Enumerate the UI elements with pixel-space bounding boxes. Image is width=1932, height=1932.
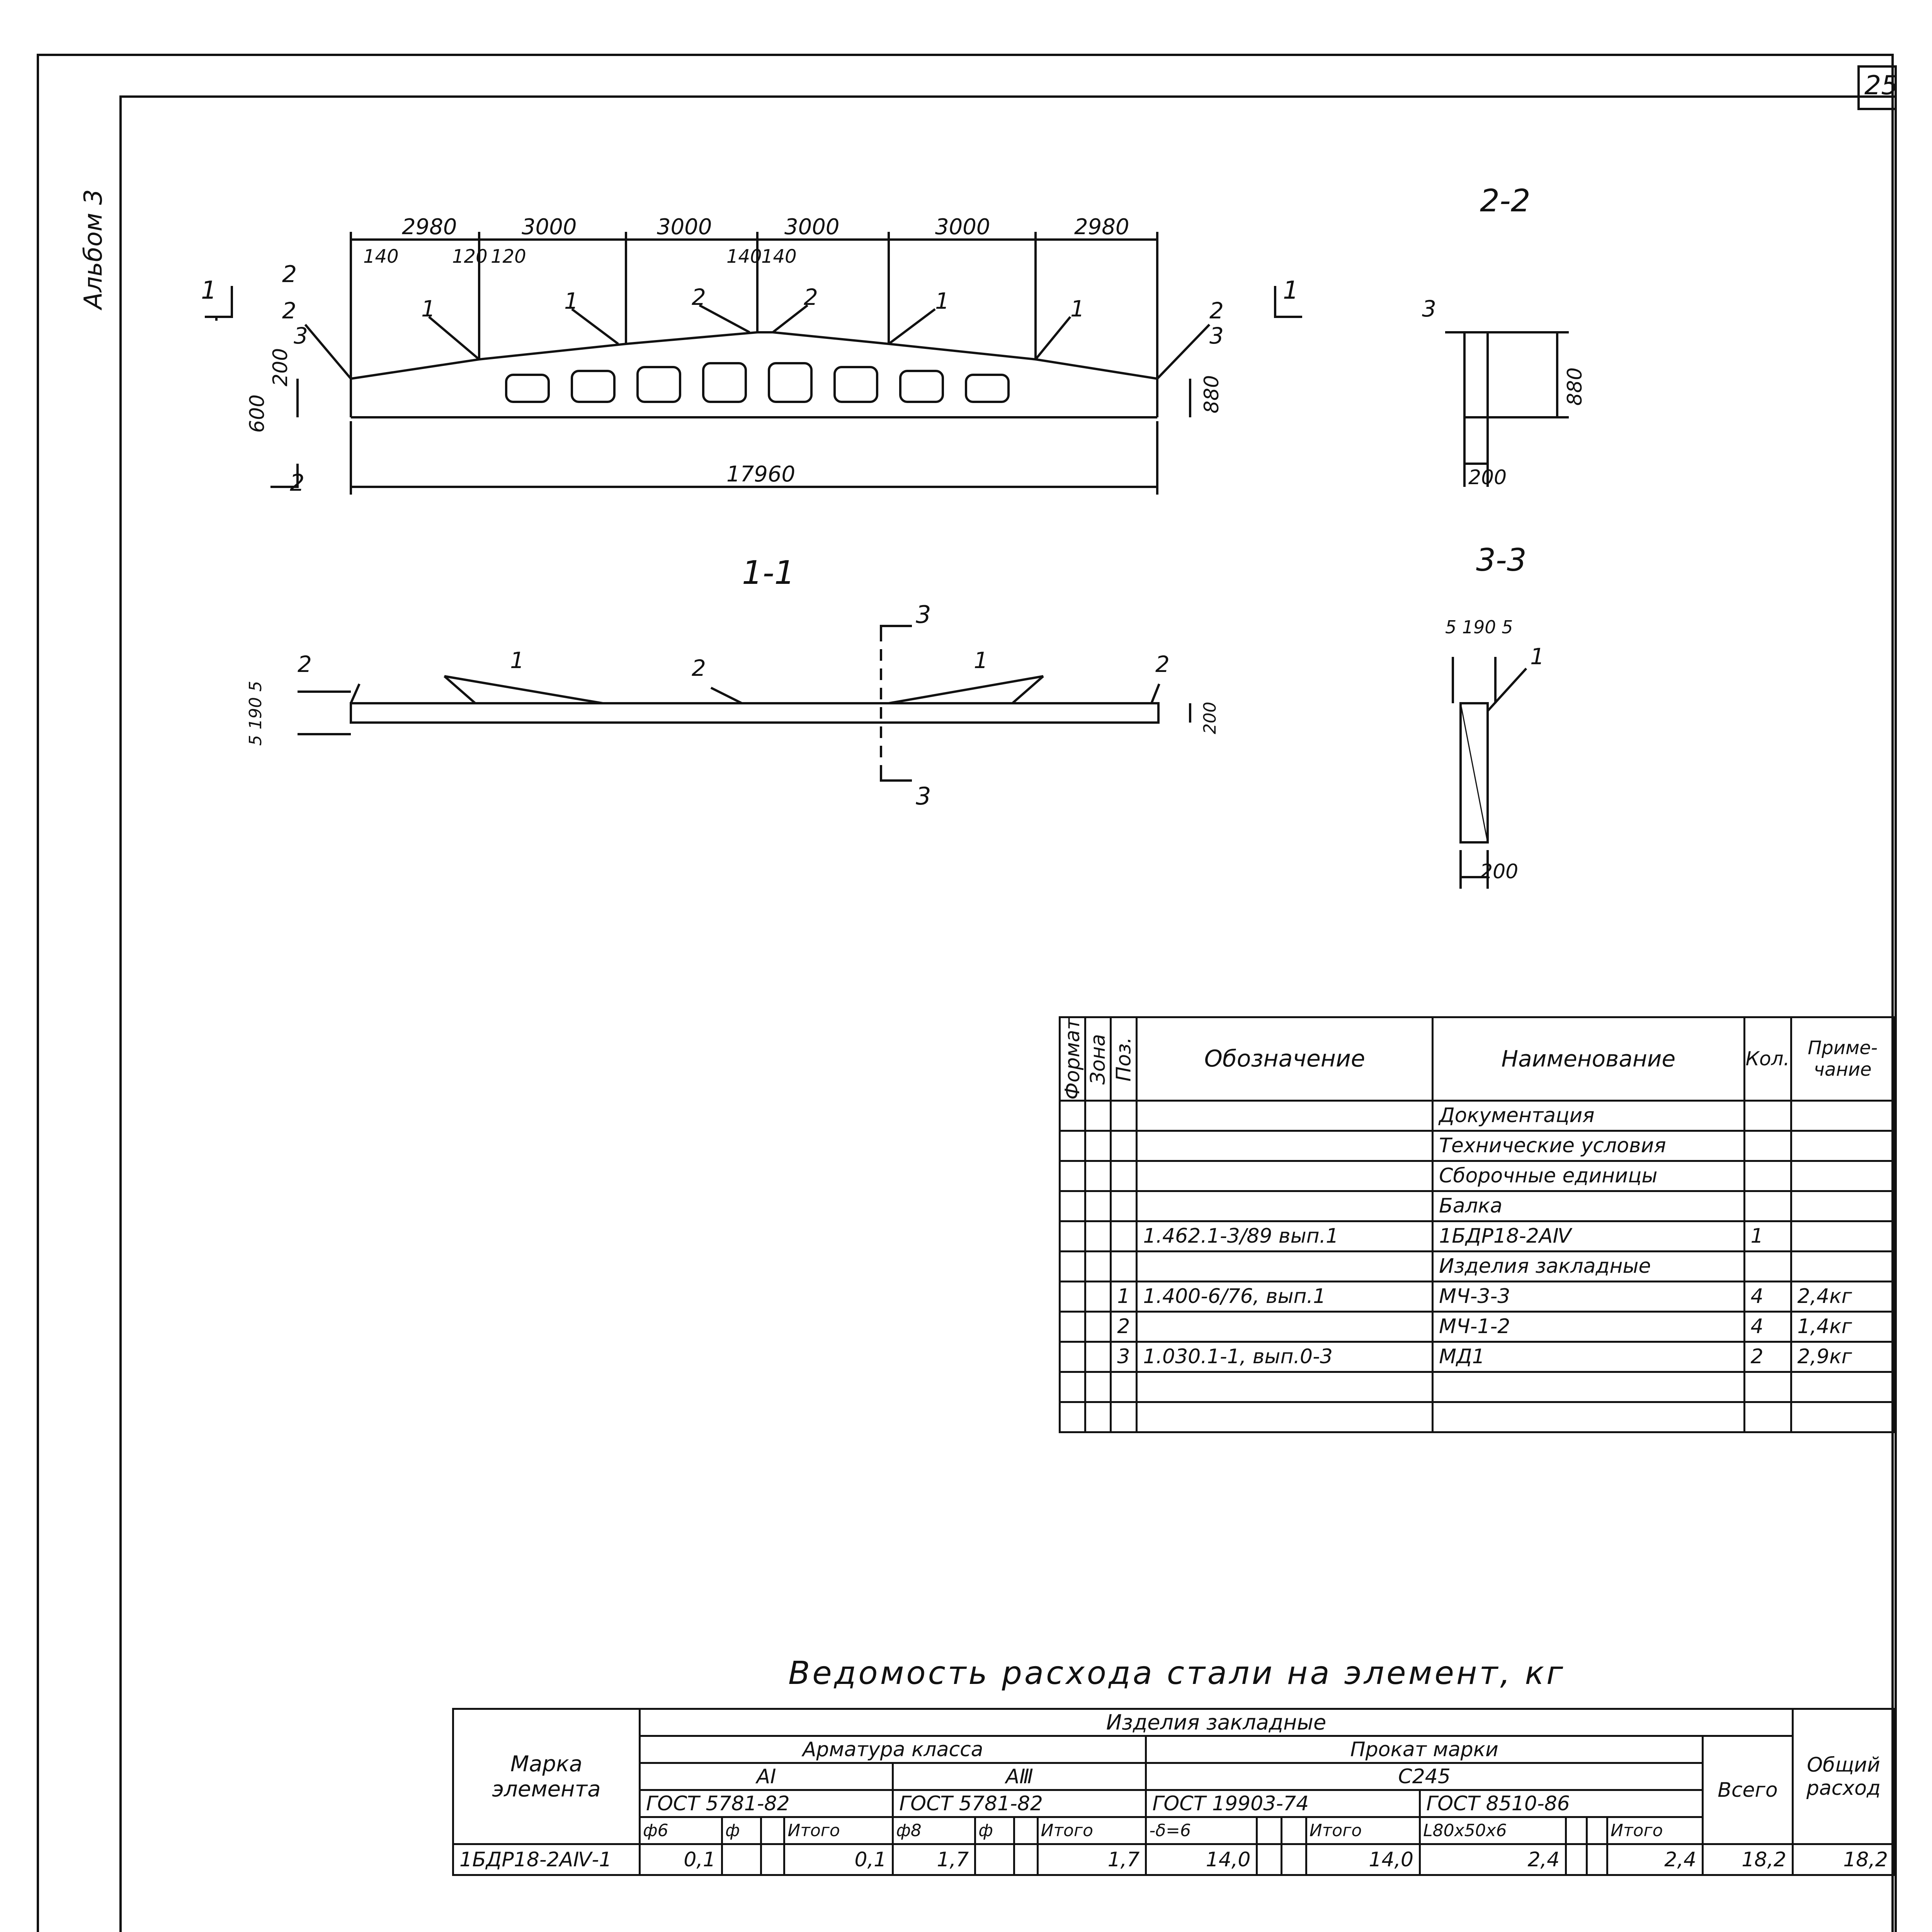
spec-cell-name: 1БДР18-2АⅣ xyxy=(1433,1221,1744,1251)
steel-row-mark: 1БДР18-2АⅣ-1 xyxy=(453,1844,640,1875)
steel-subheader: ф xyxy=(722,1817,761,1844)
spec-cell-zone xyxy=(1085,1311,1111,1342)
dim-2980-left: 2980 xyxy=(402,214,457,240)
dim-120-a: 120 xyxy=(452,246,488,267)
spec-cell-note: 1,4кг xyxy=(1791,1311,1895,1342)
spec-cell-qty xyxy=(1744,1100,1791,1131)
pos-label-2-right: 2 xyxy=(1209,298,1224,324)
steel-gost-angle: ГОСТ 8510-86 xyxy=(1420,1790,1703,1817)
spec-row xyxy=(1060,1251,1895,1281)
spec-row xyxy=(1060,1311,1895,1342)
steel-value: 2,4 xyxy=(1420,1844,1566,1875)
spec-header-qty: Кол. xyxy=(1744,1017,1791,1101)
spec-cell-designation xyxy=(1137,1131,1433,1161)
section-2-2-pos: 3 xyxy=(1422,296,1436,322)
spec-cell-designation xyxy=(1137,1191,1433,1221)
steel-value xyxy=(1282,1844,1306,1875)
spec-cell-designation xyxy=(1137,1161,1433,1191)
spec-cell-format xyxy=(1060,1281,1085,1311)
spec-cell-name: МД1 xyxy=(1433,1342,1744,1372)
spec-cell-format xyxy=(1060,1251,1085,1281)
spec-cell-designation: 1.030.1-1, вып.0-3 xyxy=(1137,1342,1433,1372)
spec-cell-zone xyxy=(1085,1342,1111,1372)
steel-subheader: Итого xyxy=(1306,1817,1420,1844)
steel-value xyxy=(1257,1844,1282,1875)
steel-subheader: ф8 xyxy=(893,1817,975,1844)
spec-cell-note xyxy=(1791,1191,1895,1221)
steel-subheader: ф6 xyxy=(640,1817,722,1844)
spec-cell-pos: 1 xyxy=(1111,1281,1137,1311)
steel-class-a1: АⅠ xyxy=(640,1763,893,1790)
steel-gost-sheet: ГОСТ 19903-74 xyxy=(1146,1790,1420,1817)
steel-header-total: Всего xyxy=(1703,1736,1793,1844)
steel-subheader: Итого xyxy=(1607,1817,1702,1844)
steel-value: 1,7 xyxy=(1037,1844,1146,1875)
spec-cell-format xyxy=(1060,1131,1085,1161)
dim-total-length: 17960 xyxy=(726,462,796,487)
spec-cell-zone xyxy=(1085,1100,1111,1131)
spec-cell-pos xyxy=(1111,1100,1137,1131)
spec-cell-pos: 3 xyxy=(1111,1342,1137,1372)
spec-cell-zone xyxy=(1085,1402,1111,1432)
pos-label-2-left: 2 xyxy=(282,298,296,324)
section-3-3-width: 200 xyxy=(1480,860,1519,883)
steel-subheader xyxy=(1014,1817,1037,1844)
spec-cell-pos: 2 xyxy=(1111,1311,1137,1342)
pos-label-3-left: 3 xyxy=(294,323,308,349)
steel-value xyxy=(1587,1844,1607,1875)
spec-row xyxy=(1060,1100,1895,1131)
spec-cell-format xyxy=(1060,1221,1085,1251)
plan-1-1-right-dim: 200 xyxy=(1200,702,1220,734)
spec-cell-name xyxy=(1433,1402,1744,1432)
steel-subheader: Итого xyxy=(784,1817,893,1844)
steel-table-title: Ведомость расхода стали на элемент, кг xyxy=(788,1655,1566,1692)
spec-cell-note: 2,4кг xyxy=(1791,1281,1895,1311)
steel-subheader xyxy=(1587,1817,1607,1844)
spec-cell-pos xyxy=(1111,1402,1137,1432)
spec-row xyxy=(1060,1281,1895,1311)
steel-value xyxy=(975,1844,1014,1875)
dim-120-b: 120 xyxy=(491,246,526,267)
steel-class-a3: АⅢ xyxy=(893,1763,1146,1790)
dim-3000-3: 3000 xyxy=(784,214,840,240)
steel-value xyxy=(761,1844,784,1875)
spec-cell-pos xyxy=(1111,1221,1137,1251)
pos-label-2-b: 2 xyxy=(804,284,818,310)
plan-pos-2-right: 2 xyxy=(1155,651,1170,677)
spec-cell-format xyxy=(1060,1100,1085,1131)
cut-mark-1-left: 1 xyxy=(201,276,217,305)
plan-pos-2-left: 2 xyxy=(298,651,312,677)
spec-header-format: Формат xyxy=(1060,1017,1085,1101)
spec-row xyxy=(1060,1372,1895,1402)
steel-grade: С245 xyxy=(1146,1763,1703,1790)
section-2-2-height: 880 xyxy=(1563,367,1587,406)
spec-cell-pos xyxy=(1111,1191,1137,1221)
spec-cell-qty xyxy=(1744,1402,1791,1432)
section-2-2 xyxy=(1445,332,1569,487)
spec-cell-zone xyxy=(1085,1281,1111,1311)
section-3-3-top-dims: 5 190 5 xyxy=(1445,617,1513,638)
steel-subheader xyxy=(1257,1817,1282,1844)
spec-cell-zone xyxy=(1085,1131,1111,1161)
plan-pos-2-mid: 2 xyxy=(692,655,706,681)
spec-cell-qty: 4 xyxy=(1744,1311,1791,1342)
spec-cell-qty: 1 xyxy=(1744,1221,1791,1251)
cut-3-bottom: 3 xyxy=(916,782,931,810)
spec-cell-note xyxy=(1791,1372,1895,1402)
dim-140-b: 140 xyxy=(761,246,797,267)
pos-label-1-d: 1 xyxy=(1070,296,1085,322)
spec-cell-qty: 4 xyxy=(1744,1281,1791,1311)
spec-cell-zone xyxy=(1085,1191,1111,1221)
plan-pos-1-right: 1 xyxy=(974,647,988,673)
spec-cell-designation xyxy=(1137,1251,1433,1281)
spec-cell-note xyxy=(1791,1131,1895,1161)
spec-cell-qty xyxy=(1744,1161,1791,1191)
cut-mark-1-right: 1 xyxy=(1283,276,1299,305)
spec-cell-format xyxy=(1060,1402,1085,1432)
section-2-2-width: 200 xyxy=(1468,466,1507,489)
dim-140-left: 140 xyxy=(363,246,399,267)
spec-cell-name: МЧ-3-3 xyxy=(1433,1281,1744,1311)
steel-subheader xyxy=(761,1817,784,1844)
spec-cell-format xyxy=(1060,1342,1085,1372)
steel-gost-a3: ГОСТ 5781-82 xyxy=(893,1790,1146,1817)
dim-140-a: 140 xyxy=(726,246,762,267)
spec-cell-name: Документация xyxy=(1433,1100,1744,1131)
spec-row xyxy=(1060,1221,1895,1251)
pos-label-1-b: 1 xyxy=(564,288,578,314)
steel-value: 0,1 xyxy=(640,1844,722,1875)
pos-label-2-a: 2 xyxy=(692,284,706,310)
steel-value xyxy=(1566,1844,1587,1875)
specification-table xyxy=(1059,1016,1895,1433)
spec-cell-name: Изделия закладные xyxy=(1433,1251,1744,1281)
spec-cell-note xyxy=(1791,1402,1895,1432)
dim-600: 600 xyxy=(246,394,269,433)
spec-cell-note xyxy=(1791,1100,1895,1131)
steel-value: 14,0 xyxy=(1146,1844,1257,1875)
spec-cell-note: 2,9кг xyxy=(1791,1342,1895,1372)
steel-value xyxy=(1014,1844,1037,1875)
spec-header-designation: Обозначение xyxy=(1137,1017,1433,1101)
pos-label-3-right: 3 xyxy=(1209,323,1224,349)
section-2-2-title: 2-2 xyxy=(1480,183,1531,219)
spec-cell-note xyxy=(1791,1161,1895,1191)
dim-3000-2: 3000 xyxy=(657,214,712,240)
section-3-3-pos: 1 xyxy=(1530,643,1544,670)
sheet-number: 25 xyxy=(1864,70,1898,101)
cut-mark-2-bottom: 2 xyxy=(290,469,305,497)
steel-table xyxy=(452,1708,1895,1876)
dim-200: 200 xyxy=(269,348,292,386)
plan-1-1-left-dims: 5 190 5 xyxy=(246,681,265,746)
spec-row xyxy=(1060,1131,1895,1161)
steel-value: 2,4 xyxy=(1607,1844,1702,1875)
spec-cell-qty xyxy=(1744,1251,1791,1281)
plan-1-1-title: 1-1 xyxy=(742,554,795,592)
spec-cell-designation xyxy=(1137,1402,1433,1432)
spec-cell-zone xyxy=(1085,1161,1111,1191)
spec-cell-pos xyxy=(1111,1251,1137,1281)
spec-cell-pos xyxy=(1111,1161,1137,1191)
spec-row xyxy=(1060,1191,1895,1221)
spec-cell-name: Сборочные единицы xyxy=(1433,1161,1744,1191)
steel-subheader: Итого xyxy=(1037,1817,1146,1844)
spec-cell-zone xyxy=(1085,1372,1111,1402)
spec-header-zone: Зона xyxy=(1085,1017,1111,1101)
spec-cell-note xyxy=(1791,1221,1895,1251)
steel-value xyxy=(722,1844,761,1875)
dim-3000-4: 3000 xyxy=(935,214,990,240)
pos-label-1-a: 1 xyxy=(421,296,435,322)
spec-cell-name: Балка xyxy=(1433,1191,1744,1221)
spec-cell-zone xyxy=(1085,1251,1111,1281)
spec-cell-format xyxy=(1060,1372,1085,1402)
spec-cell-qty xyxy=(1744,1372,1791,1402)
steel-subheader xyxy=(1282,1817,1306,1844)
steel-header-rolled: Прокат марки xyxy=(1146,1736,1703,1763)
steel-row-total: 18,2 xyxy=(1703,1844,1793,1875)
steel-subheader xyxy=(1566,1817,1587,1844)
spec-header-pos: Поз. xyxy=(1111,1017,1137,1101)
steel-header-overall: Общий расход xyxy=(1793,1709,1895,1844)
spec-cell-note xyxy=(1791,1251,1895,1281)
pos-label-1-c: 1 xyxy=(935,288,949,314)
spec-row xyxy=(1060,1342,1895,1372)
spec-header-name: Наименование xyxy=(1433,1017,1744,1101)
cut-mark-2-top: 2 xyxy=(282,261,297,288)
dim-880: 880 xyxy=(1200,375,1223,413)
steel-value: 14,0 xyxy=(1306,1844,1420,1875)
spec-cell-format xyxy=(1060,1191,1085,1221)
spec-cell-format xyxy=(1060,1161,1085,1191)
plan-1-1 xyxy=(298,626,1190,781)
spec-cell-format xyxy=(1060,1311,1085,1342)
steel-subheader: -δ=6 xyxy=(1146,1817,1257,1844)
spec-cell-qty: 2 xyxy=(1744,1342,1791,1372)
spec-cell-zone xyxy=(1085,1221,1111,1251)
steel-subheader: L80х50х6 xyxy=(1420,1817,1566,1844)
beam-elevation xyxy=(205,232,1302,495)
spec-cell-name xyxy=(1433,1372,1744,1402)
spec-cell-qty xyxy=(1744,1191,1791,1221)
steel-row-overall: 18,2 xyxy=(1793,1844,1895,1875)
steel-header-mark: Марка элемента xyxy=(453,1709,640,1844)
steel-value: 1,7 xyxy=(893,1844,975,1875)
spec-row xyxy=(1060,1402,1895,1432)
album-label: Альбом 3 xyxy=(79,189,108,309)
spec-cell-designation xyxy=(1137,1311,1433,1342)
spec-header-note: Приме-чание xyxy=(1791,1017,1895,1101)
section-3-3 xyxy=(1453,657,1526,889)
steel-gost-a1: ГОСТ 5781-82 xyxy=(640,1790,893,1817)
spec-cell-pos xyxy=(1111,1131,1137,1161)
spec-cell-designation xyxy=(1137,1372,1433,1402)
spec-row xyxy=(1060,1161,1895,1191)
spec-cell-designation xyxy=(1137,1100,1433,1131)
cut-3-top: 3 xyxy=(916,600,931,629)
steel-header-group: Изделия закладные xyxy=(640,1709,1793,1736)
spec-cell-name: Технические условия xyxy=(1433,1131,1744,1161)
spec-cell-pos xyxy=(1111,1372,1137,1402)
section-3-3-title: 3-3 xyxy=(1476,542,1527,578)
steel-subheader: ф xyxy=(975,1817,1014,1844)
spec-cell-designation: 1.400-6/76, вып.1 xyxy=(1137,1281,1433,1311)
dim-2980-right: 2980 xyxy=(1074,214,1129,240)
plan-pos-1-left: 1 xyxy=(510,647,524,673)
steel-value: 0,1 xyxy=(784,1844,893,1875)
dim-3000-1: 3000 xyxy=(522,214,577,240)
spec-cell-qty xyxy=(1744,1131,1791,1161)
spec-cell-name: МЧ-1-2 xyxy=(1433,1311,1744,1342)
steel-header-rebar: Арматура класса xyxy=(640,1736,1146,1763)
spec-cell-designation: 1.462.1-3/89 вып.1 xyxy=(1137,1221,1433,1251)
